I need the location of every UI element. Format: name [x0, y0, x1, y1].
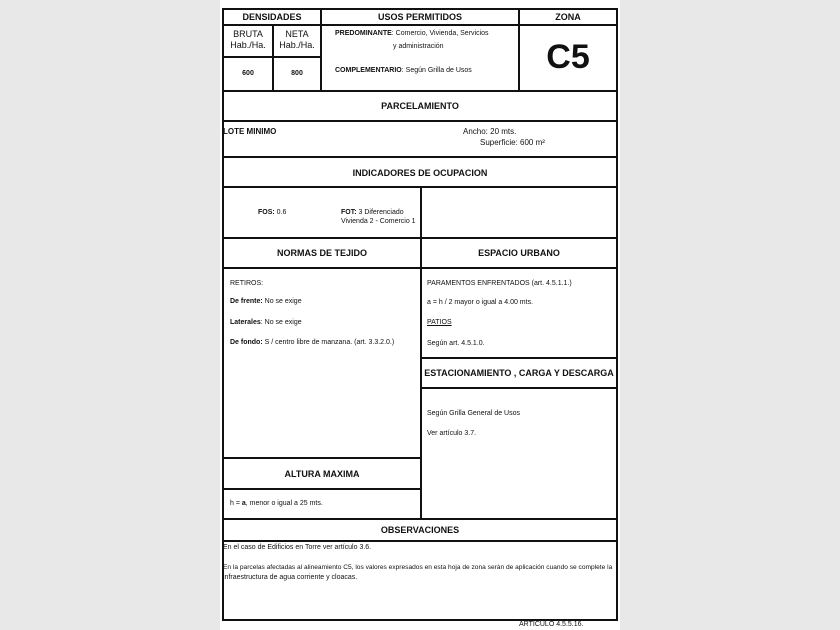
- predominante-label: PREDOMINANTE: [335, 30, 392, 37]
- fondo-line: [230, 338, 394, 347]
- complementario-text: : Según Grilla de Usos: [401, 67, 472, 74]
- paramentos-text: PARAMENTOS ENFRENTADOS (art. 4.5.1.1.): [427, 280, 572, 287]
- laterales-label: Laterales: [230, 319, 261, 326]
- laterales-value: : No se exige: [260, 319, 302, 326]
- neta-unit: Hab./Ha.: [279, 40, 315, 50]
- retiros-label: RETIROS:: [230, 280, 264, 287]
- fot-value-2: Vivienda 2 - Comercio 1: [341, 218, 416, 225]
- usos-header: USOS PERMITIDOS: [377, 12, 462, 22]
- fondo-label: De fondo:: [230, 339, 263, 346]
- parcelamiento-body-cell: [222, 120, 618, 158]
- observaciones-header: OBSERVACIONES: [380, 525, 460, 535]
- fot-line: [341, 208, 404, 217]
- observaciones-line-3: infraestructura de agua corriente y cloacas.: [223, 574, 358, 581]
- lote-ancho: Ancho: 20 mts.: [463, 127, 517, 136]
- fos-line: [258, 208, 286, 217]
- predominante-line: [335, 29, 515, 38]
- altura-text: [230, 499, 323, 508]
- tejido-body-cell: [222, 267, 422, 459]
- neta-label: NETA: [285, 29, 309, 39]
- estacionamiento-body-cell: [420, 387, 618, 520]
- articulo-ref: ARTICULO 4.5.5.16.: [519, 621, 584, 628]
- laterales-line: [230, 318, 302, 327]
- densidades-header: DENSIDADES: [242, 12, 302, 22]
- complementario-label: COMPLEMENTARIO: [335, 67, 402, 74]
- predominante-text-2: y administración: [393, 43, 444, 50]
- tejido-header: NORMAS DE TEJIDO: [276, 248, 367, 258]
- ocupacion-body-right: [420, 186, 618, 239]
- altura-prefix: h =: [230, 500, 242, 507]
- fot-label: FOT:: [341, 209, 357, 216]
- altura-header: ALTURA MAXIMA: [284, 469, 360, 479]
- bruta-value: 600: [242, 70, 254, 77]
- fot-value: 3 Diferenciado: [356, 209, 404, 216]
- fondo-value: S / centro libre de manzana. (art. 3.3.2.0.): [262, 339, 395, 346]
- neta-value: 800: [291, 70, 303, 77]
- fos-value: 0.6: [274, 209, 287, 216]
- frente-value: No se exige: [262, 298, 302, 305]
- altura-bold: a: [241, 500, 246, 507]
- bruta-label: BRUTA: [233, 29, 263, 39]
- observaciones-line-2: En la parcelas afectadas al alineamiento C5, los valores expresados en esta hoja de zona serán de aplicación cuando se complete la: [223, 564, 613, 571]
- complementario-line: [335, 66, 515, 75]
- espacio-header: ESPACIO URBANO: [478, 248, 560, 258]
- observaciones-line-1: En el caso de Edificios en Torre ver artículo 3.6.: [223, 544, 372, 551]
- estacionamiento-line-1: Según Grilla General de Usos: [427, 410, 520, 417]
- zone-sheet: [220, 0, 620, 630]
- zona-value: C5: [546, 38, 590, 76]
- bruta-unit: Hab./Ha.: [230, 40, 266, 50]
- estacionamiento-header: ESTACIONAMIENTO , CARGA Y DESCARGA: [424, 368, 614, 378]
- estacionamiento-line-2: Ver artículo 3.7.: [427, 430, 477, 437]
- ocupacion-header: INDICADORES DE OCUPACION: [352, 168, 488, 178]
- altura-suffix: , menor o igual a 25 mts.: [245, 500, 323, 507]
- fos-label: FOS:: [258, 209, 275, 216]
- predominante-text: : Comercio, Vivienda, Servicios: [391, 30, 489, 37]
- patios-label: PATIOS: [427, 319, 452, 326]
- frente-label: De frente:: [230, 298, 263, 305]
- zona-header: ZONA: [555, 12, 581, 22]
- lote-minimo-label: LOTE MINIMO: [223, 127, 277, 136]
- formula-text: a = h / 2 mayor o igual a 4.00 mts.: [427, 299, 534, 306]
- lote-superficie: Superficie: 600 m²: [480, 138, 545, 147]
- parcelamiento-header: PARCELAMIENTO: [381, 101, 459, 111]
- patios-ref: Según art. 4.5.1.0.: [427, 340, 485, 347]
- frente-line: [230, 297, 302, 306]
